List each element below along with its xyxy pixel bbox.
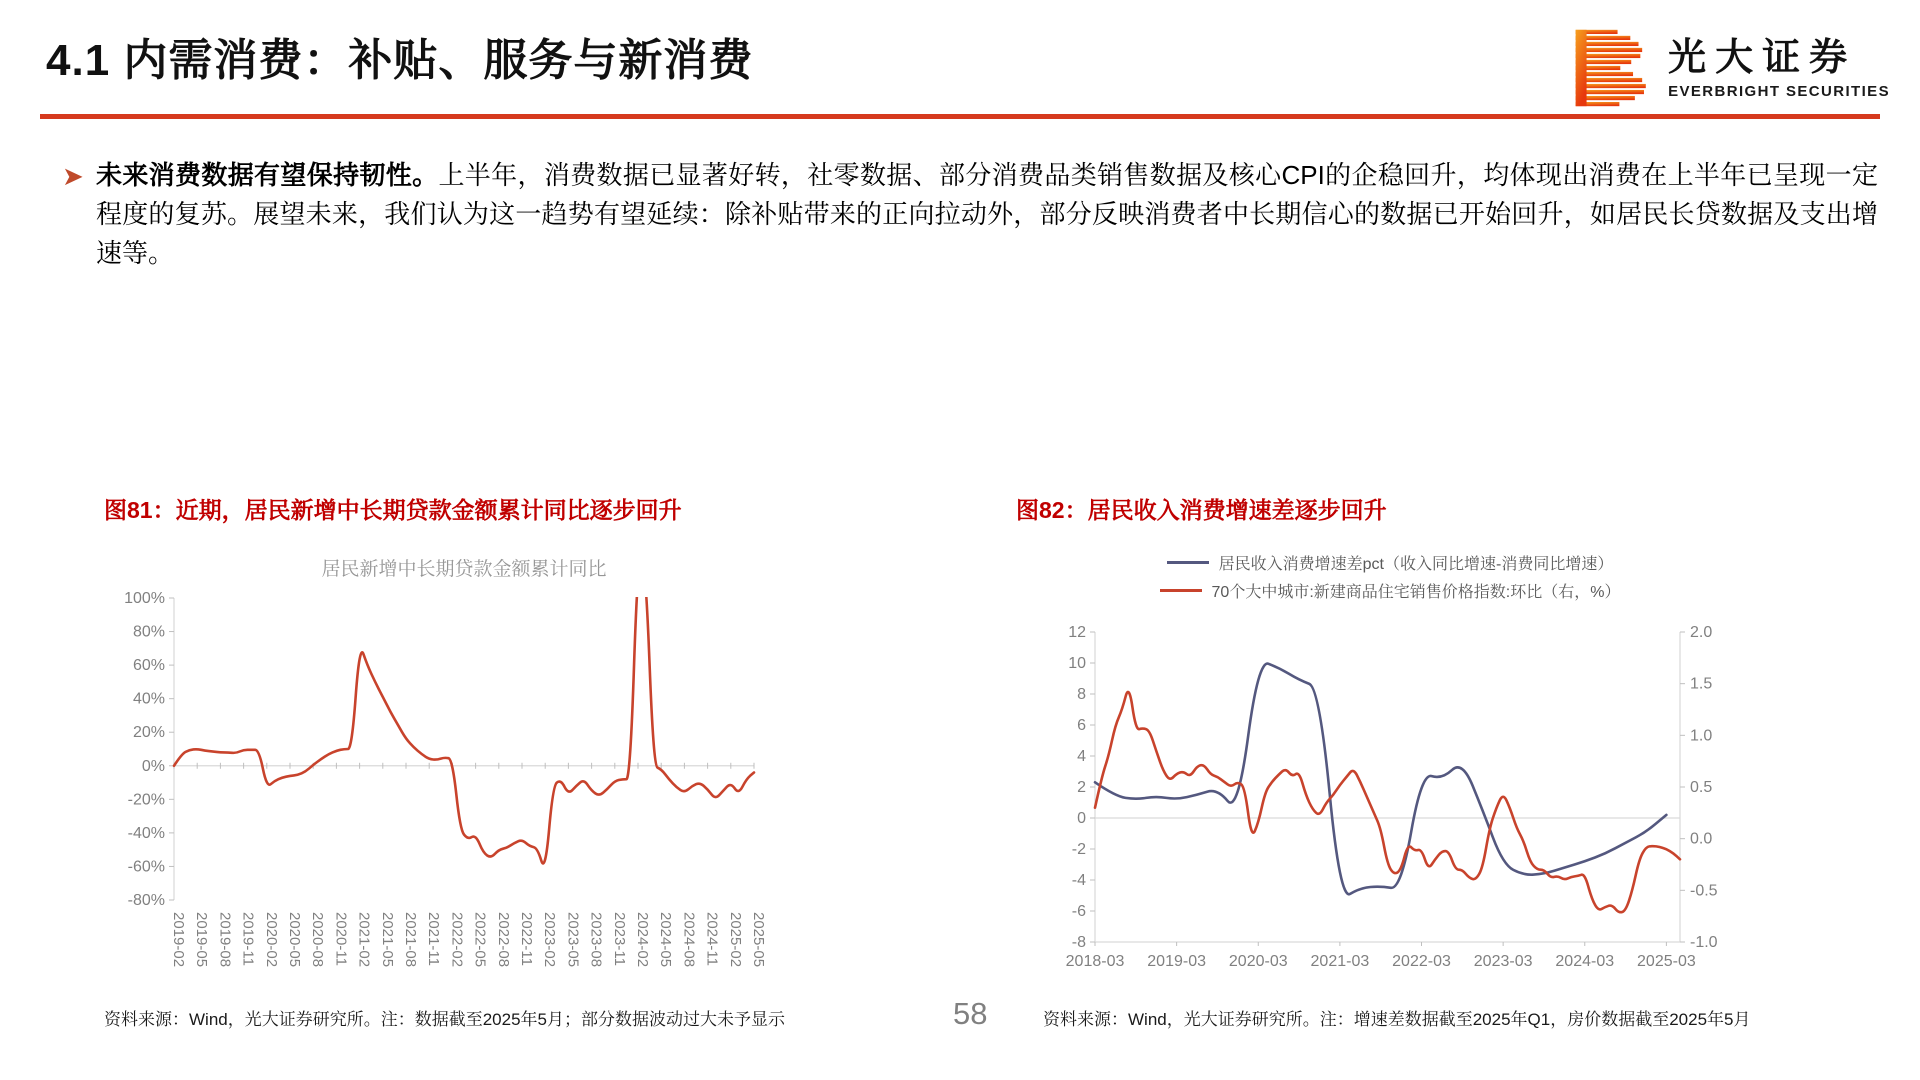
x-tick-label: 2020-11	[332, 912, 350, 966]
x-tick-label: 2024-11	[703, 912, 721, 966]
x-tick-label: 2022-11	[518, 912, 535, 966]
y-tick-label-right: -0.5	[1690, 882, 1718, 900]
series-line-loans-yoy	[174, 556, 754, 864]
figure81-source-note: 资料来源：Wind，光大证券研究所。注：数据截至2025年5月；部分数据波动过大未予显示	[104, 1010, 786, 1029]
summary-text	[96, 156, 1878, 273]
x-tick-label: 2022-05	[471, 912, 489, 968]
legend-line-swatch	[1160, 589, 1202, 592]
y-tick-label-right: 1.5	[1690, 675, 1713, 693]
everbright-logo-mark-icon	[1572, 28, 1654, 110]
y-tick-label-right: 2.0	[1690, 624, 1713, 641]
chart-81-loans-yoy	[96, 548, 776, 978]
y-tick-label-left: 0	[1077, 810, 1086, 827]
page-title: 4.1 内需消费：补贴、服务与新消费	[46, 36, 754, 85]
x-tick-label: 2023-03	[1473, 953, 1533, 970]
series-line-0	[1095, 664, 1666, 895]
x-tick-label: 2024-02	[634, 912, 651, 968]
x-tick-label: 2022-02	[448, 912, 466, 968]
y-tick-label: -20%	[127, 791, 165, 809]
y-tick-label-left: 8	[1077, 686, 1086, 703]
chart-81-inner-title: 居民新增中长期贷款金额累计同比	[321, 559, 607, 580]
x-tick-label: 2019-03	[1147, 953, 1206, 970]
x-tick-label: 2024-08	[680, 912, 698, 968]
x-tick-label: 2025-02	[726, 912, 744, 968]
x-tick-label: 2023-11	[610, 912, 628, 966]
y-tick-label: 20%	[132, 724, 165, 742]
summary-lead: 未来消费数据有望保持韧性。	[96, 160, 439, 190]
x-tick-label: 2023-08	[587, 912, 605, 968]
x-tick-label: 2024-03	[1555, 953, 1615, 970]
legend-item	[1167, 551, 1614, 574]
everbright-logo	[1572, 28, 1890, 110]
y-tick-label-left: 10	[1068, 655, 1086, 672]
y-tick-label-right: 1.0	[1690, 727, 1713, 745]
bullet-arrow-icon: ➤	[62, 161, 84, 191]
x-tick-label: 2023-05	[564, 912, 582, 968]
y-tick-label-left: 4	[1077, 748, 1086, 765]
y-tick-label-left: 6	[1077, 717, 1086, 734]
y-tick-label: 80%	[132, 623, 165, 641]
y-tick-label-left: 12	[1068, 624, 1086, 641]
x-tick-label: 2019-11	[239, 912, 257, 966]
chart-82-income-consumption-gap	[1040, 612, 1740, 984]
x-tick-label: 2025-03	[1637, 953, 1696, 970]
y-tick-label-left: -4	[1071, 872, 1086, 889]
legend-label: 70个大中城市:新建商品住宅销售价格指数:环比（右，%）	[1211, 584, 1621, 601]
x-tick-label: 2021-08	[402, 912, 419, 968]
page-number: 58	[953, 996, 988, 1031]
y-tick-label-right: 0.5	[1690, 779, 1713, 796]
series-line-1	[1095, 692, 1680, 912]
figure81-caption: 图81：近期，居民新增中长期贷款金额累计同比逐步回升	[104, 497, 682, 523]
legend-label: 居民收入消费增速差pct（收入同比增速-消费同比增速）	[1218, 556, 1614, 573]
y-tick-label-right: 0.0	[1690, 830, 1713, 848]
x-tick-label: 2020-05	[286, 912, 303, 968]
x-tick-label: 2020-02	[262, 912, 280, 968]
legend-item	[1160, 579, 1621, 602]
chart-82-legend	[1040, 551, 1740, 602]
y-tick-label-left: -6	[1071, 903, 1086, 920]
x-tick-label: 2023-02	[541, 912, 559, 968]
x-tick-label: 2022-08	[494, 912, 512, 968]
y-tick-label: 60%	[132, 657, 165, 675]
x-tick-label: 2021-11	[425, 912, 443, 966]
y-tick-label-left: 2	[1077, 779, 1086, 796]
x-tick-label: 2018-03	[1065, 953, 1125, 970]
y-tick-label: 40%	[132, 690, 165, 708]
y-tick-label: -40%	[127, 824, 165, 842]
y-tick-label-left: -8	[1071, 934, 1086, 951]
y-tick-label-right: -1.0	[1690, 934, 1718, 951]
everbright-logo-text	[1668, 38, 1890, 101]
y-tick-label: 100%	[124, 590, 165, 607]
title-divider	[40, 114, 1880, 119]
x-tick-label: 2020-08	[309, 912, 327, 968]
x-tick-label: 2019-02	[170, 912, 187, 968]
y-tick-label: -80%	[127, 892, 165, 909]
x-tick-label: 2025-05	[750, 912, 767, 968]
figure82-caption: 图82：居民收入消费增速差逐步回升	[1016, 497, 1387, 523]
y-tick-label: -60%	[127, 858, 165, 876]
summary-paragraph	[62, 156, 1878, 273]
x-tick-label: 2024-05	[657, 912, 675, 968]
y-tick-label-left: -2	[1071, 841, 1086, 858]
x-tick-label: 2019-05	[193, 912, 211, 968]
y-tick-label: 0%	[141, 757, 165, 775]
logo-name-cn: 光大证券	[1668, 36, 1857, 79]
x-tick-label: 2020-03	[1228, 953, 1288, 970]
figure82-source-note: 资料来源：Wind，光大证券研究所。注：增速差数据截至2025年Q1，房价数据截至2025年5月	[1043, 1010, 1751, 1029]
summary-rest: 上半年，消费数据已显著好转，社零数据、部分消费品类销售数据及核心CPI的企稳回升，均体现出消费在上半年已呈现一定程度的复苏。展望未来，我们认为这一趋势有望延续：除补贴带来的正向拉动外，部分反映消费者中长期信心的数据已开始回升，如居民长贷数据及支出增速等。	[96, 160, 1878, 268]
x-tick-label: 2019-08	[216, 912, 234, 968]
x-tick-label: 2021-05	[378, 912, 396, 968]
x-tick-label: 2021-02	[355, 912, 373, 968]
logo-name-en: EVERBRIGHT SECURITIES	[1668, 83, 1890, 101]
x-tick-label: 2022-03	[1392, 953, 1451, 970]
x-tick-label: 2021-03	[1310, 953, 1370, 970]
legend-line-swatch	[1167, 561, 1209, 564]
